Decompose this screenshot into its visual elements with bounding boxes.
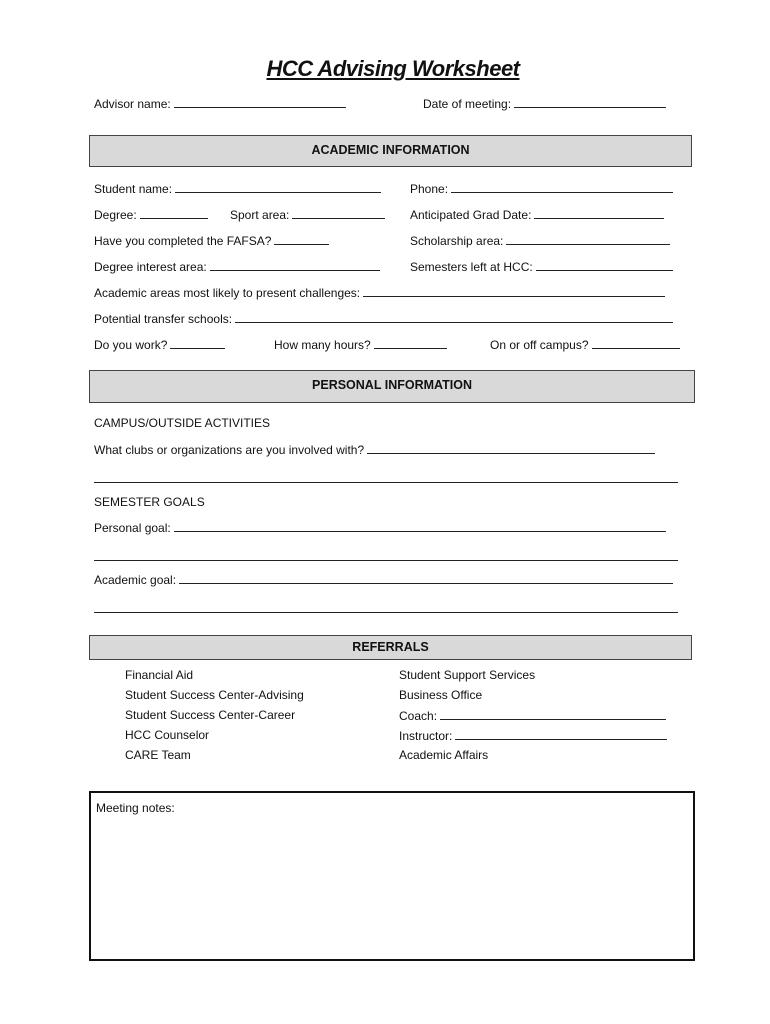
instructor-line[interactable]: [455, 728, 667, 740]
degree-label: Degree:: [94, 208, 137, 222]
referral-right-0[interactable]: Student Support Services: [399, 668, 536, 682]
academic-goal-line[interactable]: [179, 572, 673, 584]
work-field[interactable]: [94, 337, 225, 352]
challenges-label: Academic areas most likely to present challenges:: [94, 286, 361, 300]
challenges-line[interactable]: [363, 285, 665, 297]
scholarship-area-line[interactable]: [506, 233, 670, 245]
degree-field[interactable]: [94, 207, 208, 222]
student-name-field[interactable]: [94, 181, 381, 196]
grad-date-label: Anticipated Grad Date:: [410, 208, 532, 222]
clubs-line[interactable]: [367, 442, 655, 454]
clubs-label: What clubs or organizations are you involved with?: [94, 443, 365, 457]
scholarship-area-label: Scholarship area:: [410, 234, 504, 248]
degree-interest-label: Degree interest area:: [94, 260, 207, 274]
student-name-line[interactable]: [175, 181, 381, 193]
personal-goal-field[interactable]: [94, 520, 666, 535]
referral-left-0[interactable]: Financial Aid: [125, 668, 194, 682]
sport-area-field[interactable]: [230, 207, 385, 222]
goals-heading: SEMESTER GOALS: [94, 495, 205, 509]
personal-goal-line-2[interactable]: [94, 550, 678, 561]
grad-date-field[interactable]: [410, 207, 664, 222]
personal-goal-label: Personal goal:: [94, 521, 171, 535]
hours-field[interactable]: [274, 337, 447, 352]
meeting-notes-box[interactable]: [89, 791, 695, 961]
degree-interest-line[interactable]: [210, 259, 380, 271]
semesters-left-label: Semesters left at HCC:: [410, 260, 533, 274]
academic-goal-label: Academic goal:: [94, 573, 177, 587]
transfer-schools-line[interactable]: [235, 311, 673, 323]
meeting-notes-label: Meeting notes:: [96, 801, 175, 815]
fafsa-label: Have you completed the FAFSA?: [94, 234, 272, 248]
hours-label: How many hours?: [274, 338, 371, 352]
referral-coach-field[interactable]: [399, 708, 666, 723]
phone-label: Phone:: [410, 182, 449, 196]
semesters-left-line[interactable]: [536, 259, 673, 271]
phone-line[interactable]: [451, 181, 673, 193]
referral-left-2[interactable]: Student Success Center-Career: [125, 708, 296, 722]
referral-left-4[interactable]: CARE Team: [125, 748, 191, 762]
advisor-name-line[interactable]: [174, 96, 346, 108]
personal-info-heading: PERSONAL INFORMATION: [312, 378, 472, 392]
referral-right-4[interactable]: Academic Affairs: [399, 748, 489, 762]
referral-left-1[interactable]: Student Success Center-Advising: [125, 688, 304, 702]
work-label: Do you work?: [94, 338, 168, 352]
referral-coach-label: Coach:: [399, 709, 438, 723]
transfer-schools-field[interactable]: [94, 311, 673, 326]
sport-area-line[interactable]: [292, 207, 385, 219]
personal-info-header: [89, 370, 695, 403]
meeting-date-line[interactable]: [514, 96, 666, 108]
referrals-heading: REFERRALS: [352, 640, 429, 654]
campus-label: On or off campus?: [490, 338, 589, 352]
meeting-date-label: Date of meeting:: [423, 97, 512, 111]
student-name-label: Student name:: [94, 182, 173, 196]
page-title: HCC Advising Worksheet: [266, 56, 520, 81]
referral-right-1[interactable]: Business Office: [399, 688, 483, 702]
meeting-date-field[interactable]: [423, 96, 666, 111]
clubs-line-2[interactable]: [94, 472, 678, 483]
academic-goal-line-2[interactable]: [94, 602, 678, 613]
referrals-header: [89, 635, 692, 660]
referral-instructor-field[interactable]: [399, 728, 667, 743]
degree-interest-field[interactable]: [94, 259, 380, 274]
degree-line[interactable]: [140, 207, 208, 219]
transfer-schools-label: Potential transfer schools:: [94, 312, 233, 326]
work-line[interactable]: [170, 337, 225, 349]
grad-date-line[interactable]: [534, 207, 664, 219]
academic-info-header: [89, 135, 692, 167]
sport-area-label: Sport area:: [230, 208, 290, 222]
challenges-field[interactable]: [94, 285, 665, 300]
academic-goal-field[interactable]: [94, 572, 673, 587]
advisor-name-label: Advisor name:: [94, 97, 171, 111]
academic-info-heading: ACADEMIC INFORMATION: [311, 143, 470, 157]
coach-line[interactable]: [440, 708, 666, 720]
scholarship-area-field[interactable]: [410, 233, 670, 248]
fafsa-field[interactable]: [94, 233, 329, 248]
semesters-left-field[interactable]: [410, 259, 673, 274]
campus-field[interactable]: [490, 337, 680, 352]
activities-heading: CAMPUS/OUTSIDE ACTIVITIES: [94, 416, 271, 430]
fafsa-line[interactable]: [274, 233, 329, 245]
personal-goal-line[interactable]: [174, 520, 666, 532]
referral-left-3[interactable]: HCC Counselor: [125, 728, 210, 742]
clubs-field[interactable]: [94, 442, 655, 457]
advisor-name-field[interactable]: [94, 96, 346, 111]
referral-instructor-label: Instructor:: [399, 729, 453, 743]
campus-line[interactable]: [592, 337, 680, 349]
hours-line[interactable]: [374, 337, 447, 349]
phone-field[interactable]: [410, 181, 673, 196]
